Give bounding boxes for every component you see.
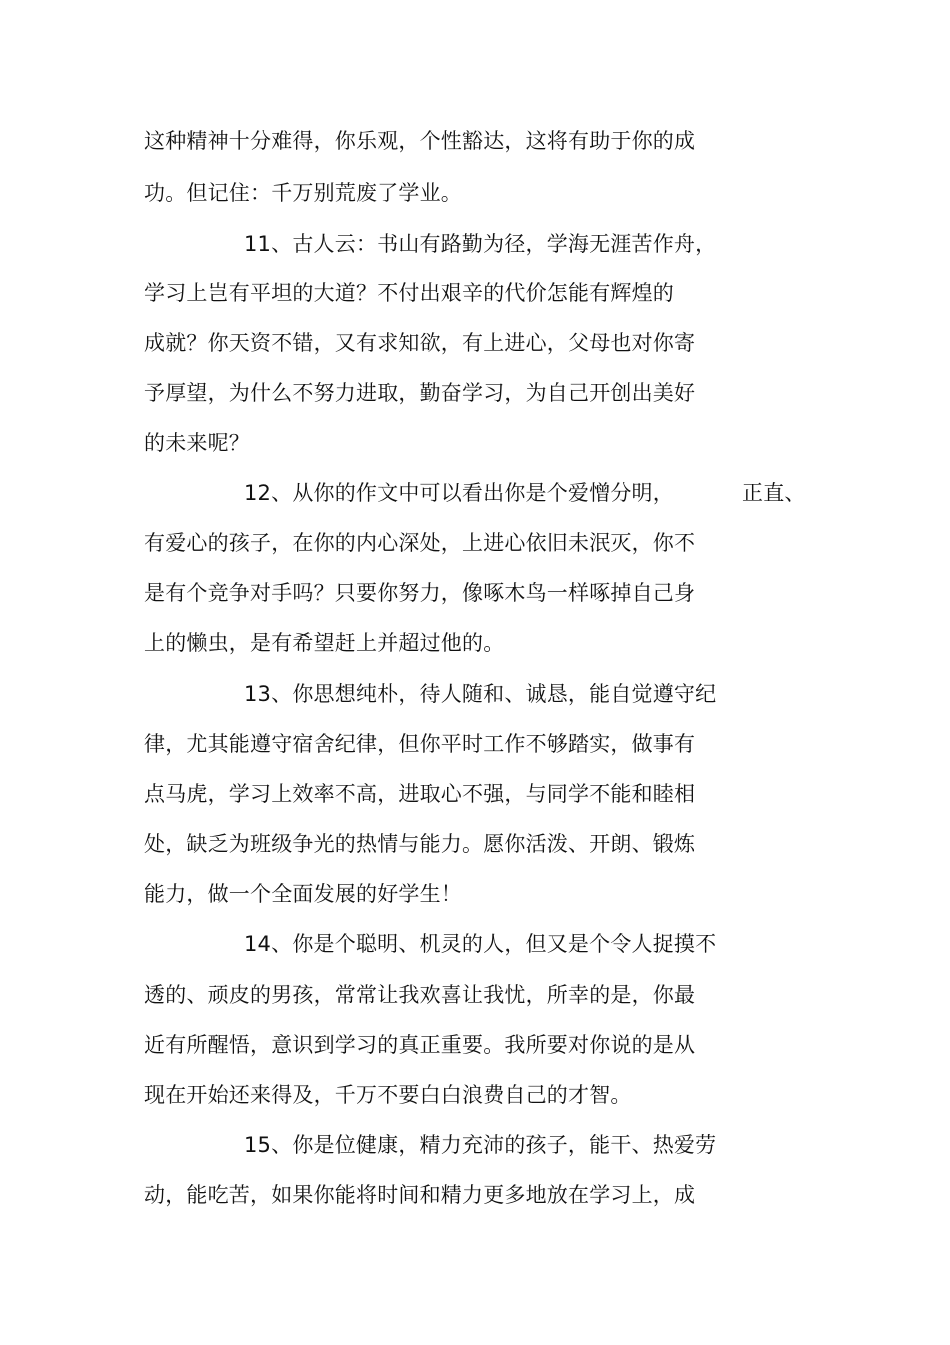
text-line: 的未来呢？ — [144, 431, 250, 455]
text-line: 这种精神十分难得，你乐观，个性豁达，这将有助于你的成 — [144, 129, 696, 153]
text-line: 上的懒虫，是有希望赶上并超过他的。 — [144, 631, 505, 655]
text-line: 律，尤其能遵守宿舍纪律，但你平时工作不够踏实，做事有 — [144, 732, 696, 756]
text-line: 14、你是个聪明、机灵的人，但又是个令人捉摸不 — [244, 932, 717, 956]
text-line: 学习上岂有平坦的大道？不付出艰辛的代价怎能有辉煌的 — [144, 281, 674, 305]
text-line: 近有所醒悟，意识到学习的真正重要。我所要对你说的是从 — [144, 1033, 696, 1057]
text-line: 动，能吃苦，如果你能将时间和精力更多地放在学习上，成 — [144, 1183, 696, 1207]
text-line: 13、你思想纯朴，待人随和、诚恳，能自觉遵守纪 — [244, 682, 717, 706]
text-line: 现在开始还来得及，千万不要白白浪费自己的才智。 — [144, 1083, 632, 1107]
text-line: 功。但记住：千万别荒废了学业。 — [144, 181, 462, 205]
text-line: 12、从你的作文中可以看出你是个爱憎分明， — [244, 481, 674, 505]
text-line: 成就？你天资不错，又有求知欲，有上进心，父母也对你寄 — [144, 331, 696, 355]
text-line: 有爱心的孩子，在你的内心深处，上进心依旧未泯灭，你不 — [144, 531, 696, 555]
text-line: 15、你是位健康，精力充沛的孩子，能干、热爱劳 — [244, 1133, 717, 1157]
text-line: 11、古人云：书山有路勤为径，学海无涯苦作舟， — [244, 232, 717, 256]
text-line: 透的、顽皮的男孩，常常让我欢喜让我忧，所幸的是，你最 — [144, 983, 696, 1007]
text-line: 能力，做一个全面发展的好学生！ — [144, 882, 462, 906]
text-line: 点马虎，学习上效率不高，进取心不强，与同学不能和睦相 — [144, 782, 696, 806]
text-line: 处，缺乏为班级争光的热情与能力。愿你活泼、开朗、锻炼 — [144, 832, 696, 856]
text-line: 正直、 — [742, 481, 806, 505]
text-line: 予厚望，为什么不努力进取，勤奋学习，为自己开创出美好 — [144, 381, 696, 405]
text-line: 是有个竞争对手吗？只要你努力，像啄木鸟一样啄掉自己身 — [144, 581, 696, 605]
